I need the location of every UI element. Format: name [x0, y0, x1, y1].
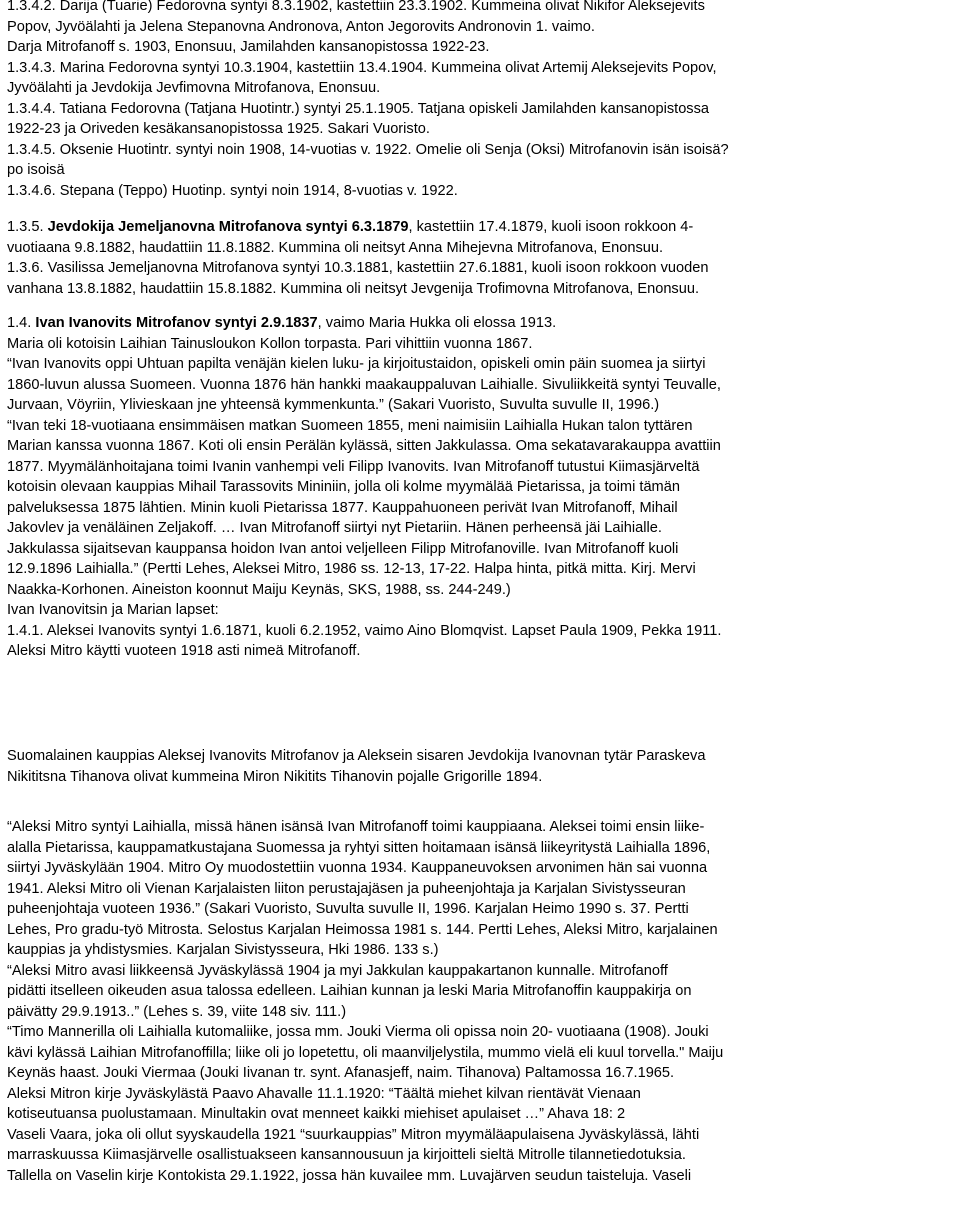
paragraph-line: Aleksi Mitro käytti vuoteen 1918 asti nimeä Mitrofanoff.	[7, 643, 361, 659]
paragraph-line: Vaseli Vaara, joka oli ollut syyskaudella 1921 “suurkauppias” Mitron myymäläapulaisena Jyväskylässä, lähti	[7, 1126, 700, 1143]
paragraph-line: Maria oli kotoisin Laihian Tainusloukon Kollon torpasta. Pari vihittiin vuonna 1867.	[7, 335, 533, 352]
paragraph-line: vuotiaana 9.8.1882, haudattiin 11.8.1882. Kummina oli neitsyt Anna Mihejevna Mitrofanova, Enonsuu.	[7, 239, 664, 256]
section-1-3-4-children	[7, 0, 956, 201]
paragraph-aleksi-mitro	[7, 817, 956, 1186]
paragraph-line: alalla Pietarissa, kauppamatkustajana Suomessa ja ryhtyi sitten hoitamaan isänsä liikeyritystä Laihialla 1896,	[7, 839, 711, 856]
paragraph-line: Jakkulassa sijaitsevan kauppansa hoidon Ivan antoi veljelleen Filipp Mitrofanoville. Ivan Mitrofanoff kuoli	[7, 540, 679, 557]
paragraph-line: kävi kylässä Laihian Mitrofanoffilla; liike oli jo lopetettu, oli maanviljelystila, mummo vielä eli kuul torvella." Maiju	[7, 1044, 724, 1061]
paragraph-line: Ivan Ivanovitsin ja Marian lapset:	[7, 602, 219, 618]
paragraph-line: Lehes, Pro gradu-työ Mitrosta. Selostus Karjalan Heimossa 1981 s. 144. Pertti Lehes, Aleksi Mitro, karjalainen	[7, 921, 718, 938]
paragraph-line: “Timo Mannerilla oli Laihialla kutomaliike, jossa mm. Jouki Vierma oli opissa noin 20- vuotiaana (1908). Jouki	[7, 1024, 709, 1040]
paragraph-line: pidätti itselleen oikeuden asua talossa edelleen. Laihian kunnan ja leski Maria Mitrofanoffin kauppakirja on	[7, 983, 692, 999]
paragraph-line: Marian kanssa vuonna 1867. Koti oli ensin Perälän kylässä, sitten Jakkulassa. Oma sekatavarakauppa avattiin	[7, 438, 721, 454]
paragraph-line: 1.3.4.5. Oksenie Huotintr. syntyi noin 1908, 14-vuotias v. 1922. Omelie oli Senja (Oksi) Mitrofanovin isän isoisä?	[7, 141, 729, 158]
paragraph-line: marraskuussa Kiimasjärvelle osallistuakseen kansannousuun ja kirjoitteli sieltä Mitrolle tilannetiedotuksia.	[7, 1147, 686, 1163]
paragraph-line: Popov, Jyvöälahti ja Jelena Stepanovna Andronova, Anton Jegorovits Andronovin 1. vaimo.	[7, 18, 595, 35]
paragraph-line: “Ivan Ivanovits oppi Uhtuan papilta venäjän kielen luku- ja kirjoitustaidon, opiskeli omin päin suomea ja siirtyi	[7, 356, 706, 372]
paragraph-line: Nikititsna Tihanova olivat kummeina Miron Nikitits Tihanovin pojalle Grigorille 1894.	[7, 768, 543, 785]
paragraph-line: 1.3.6. Vasilissa Jemeljanovna Mitrofanova syntyi 10.3.1881, kastettiin 27.6.1881, kuoli isoon rokkoon vuoden	[7, 260, 709, 276]
paragraph-line: kotoisin olevaan kauppias Mihail Tarassovits Mininiin, jolla oli kolme myymälää Pietarissa, ja toimi tämän	[7, 479, 680, 495]
paragraph-line: 1.3.4.4. Tatiana Fedorovna (Tatjana Huotintr.) syntyi 25.1.1905. Tatjana opiskeli Jamilahden kansanopistossa	[7, 100, 710, 117]
paragraph-line: “Ivan teki 18-vuotiaana ensimmäisen matkan Suomeen 1855, meni naimisiin Laihialla Hukan talon tyttären	[7, 417, 693, 434]
paragraph-line: Keynäs haast. Jouki Viermaa (Jouki Iivanan tr. synt. Afanasjeff, naim. Tihanova) Paltamossa 16.7.1965.	[7, 1065, 675, 1081]
section-1-4-ivan-ivanovits	[7, 313, 956, 662]
paragraph-line: Darja Mitrofanoff s. 1903, Enonsuu, Jamilahden kansanopistossa 1922-23.	[7, 39, 490, 55]
paragraph-line: 1922-23 ja Oriveden kesäkansanopistossa 1925. Sakari Vuoristo.	[7, 121, 430, 137]
paragraph-line: 1.4.1. Aleksei Ivanovits syntyi 1.6.1871, kuoli 6.2.1952, vaimo Aino Blomqvist. Lapset Paula 1909, Pekka 1911.	[7, 622, 722, 639]
paragraph-line: 1.3.5. Jevdokija Jemeljanovna Mitrofanova syntyi 6.3.1879, kastettiin 17.4.1879, kuoli isoon rokkoon 4-	[7, 219, 694, 235]
paragraph-line: 1.3.4.2. Darija (Tuarie) Fedorovna syntyi 8.3.1902, kastettiin 23.3.1902. Kummeina olivat Nikifor Aleksejevits	[7, 0, 705, 14]
paragraph-line: 1.3.4.3. Marina Fedorovna syntyi 10.3.1904, kastettiin 13.4.1904. Kummeina olivat Artemij Aleksejevits Popov,	[7, 59, 717, 76]
paragraph-line: kauppias ja yhdistysmies. Karjalan Sivistysseura, Hki 1986. 133 s.)	[7, 942, 439, 958]
paragraph-line: vanhana 13.8.1882, haudattiin 15.8.1882. Kummina oli neitsyt Jevgenija Trofimovna Mitrofanova, Enonsuu.	[7, 280, 700, 297]
paragraph-line: puheenjohtaja vuoteen 1936.” (Sakari Vuoristo, Suvulta suvulle II, 1996. Karjalan Heimo 1990 s. 37. Pertti	[7, 901, 689, 917]
paragraph-line: “Aleksi Mitro avasi liikkeensä Jyväskylässä 1904 ja myi Jakkulan kauppakartanon kunnalle. Mitrofanoff	[7, 962, 668, 979]
paragraph-line: Naakka-Korhonen. Aineiston koonnut Maiju Keynäs, SKS, 1988, ss. 244-249.)	[7, 581, 511, 598]
section-heading-line: 1.4. Ivan Ivanovits Mitrofanov syntyi 2.9.1837, vaimo Maria Hukka oli elossa 1913.	[7, 315, 557, 331]
paragraph-line: po isoisä	[7, 162, 65, 178]
paragraph-line: kotiseutuansa puolustamaan. Minultakin ovat menneet kaikki miehiset apulaiset …” Ahava 18: 2	[7, 1106, 626, 1122]
paragraph-line: Jakovlev ja venäläinen Zeljakoff. … Ivan Mitrofanoff siirtyi nyt Pietariin. Hänen perheensä jäi Laihialle.	[7, 520, 662, 536]
paragraph-kummeina	[7, 746, 956, 787]
paragraph-line: 1.3.4.6. Stepana (Teppo) Huotinp. syntyi noin 1914, 8-vuotias v. 1922.	[7, 182, 458, 199]
paragraph-line: 1860-luvun alussa Suomeen. Vuonna 1876 hän hankki maakauppaluvan Laihialle. Sivuliikkeitä syntyi Teuvalle,	[7, 376, 721, 393]
paragraph-line: päivätty 29.9.1913..” (Lehes s. 39, viite 148 siv. 111.)	[7, 1003, 347, 1020]
paragraph-line: palveluksessa 1875 lähtien. Minin kuoli Pietarissa 1877. Kauppahuoneen perivät Ivan Mitrofanoff, Mihail	[7, 499, 678, 516]
paragraph-line: Jyvöälahti ja Jevdokija Jevfimovna Mitrofanova, Enonsuu.	[7, 80, 381, 96]
paragraph-line: Jurvaan, Vöyriin, Ylivieskaan jne yhteensä kymmenkunta.” (Sakari Vuoristo, Suvulta suvulle II, 1996.)	[7, 397, 660, 413]
paragraph-line: Suomalainen kauppias Aleksej Ivanovits Mitrofanov ja Aleksein sisaren Jevdokija Ivanovnan tytär Paraskeva	[7, 748, 706, 764]
paragraph-line: 1877. Myymälänhoitajana toimi Ivanin vanhempi veli Filipp Ivanovits. Ivan Mitrofanoff tutustui Kiimasjärveltä	[7, 458, 700, 475]
paragraph-line: “Aleksi Mitro syntyi Laihialla, missä hänen isänsä Ivan Mitrofanoff toimi kauppiaana. Aleksei toimi ensin liike-	[7, 819, 705, 835]
paragraph-line: Tallella on Vaselin kirje Kontokista 29.1.1922, jossa hän kuvailee mm. Luvajärven seudun taisteluja. Vaseli	[7, 1167, 692, 1184]
paragraph-line: Aleksi Mitron kirje Jyväskylästä Paavo Ahavalle 11.1.1920: “Täältä miehet kilvan rientävät Vienaan	[7, 1085, 641, 1102]
paragraph-line: 12.9.1896 Laihialla.” (Pertti Lehes, Aleksei Mitro, 1986 ss. 12-13, 17-22. Halpa hinta, pitkä mitta. Kirj. Mervi	[7, 561, 696, 577]
paragraph-line: siirtyi Jyväskylään 1904. Mitro Oy muodostettiin vuonna 1934. Kauppaneuvoksen arvonimen hän sai vuonna	[7, 860, 708, 876]
paragraph-line: 1941. Aleksi Mitro oli Vienan Karjalaisten liiton perustajajäsen ja puheenjohtaja ja Karjalan Sivistysseuran	[7, 880, 686, 897]
section-1-3-5-1-3-6	[7, 217, 956, 299]
